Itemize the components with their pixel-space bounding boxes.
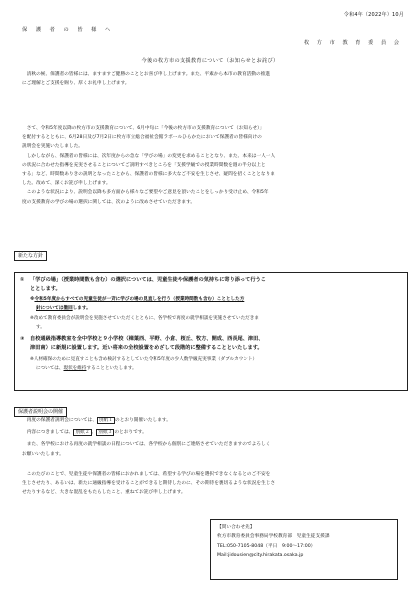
body-paragraph xyxy=(22,124,402,207)
attachment-2-ref: 別紙２ xyxy=(75,430,90,435)
attachment-1-ref: 別紙１ xyxy=(98,418,113,423)
body-line: を配付するとともに、6月28日及び7月2日に枚方市立総合福祉会館ラポールひらかたにおいて保護者の皆様向けの xyxy=(22,135,262,141)
meeting-line-3: また、各学校における再度の就学相談の日程については、各学校から個別にご連絡させていただきますのでよろしく xyxy=(26,442,271,447)
note-1-line2-suffix: します。 xyxy=(72,306,91,311)
note-1-line1: 令和5年度からすべての児童生徒が一斉に学びの場の見直しを行う（授業時間数も含む）こととした方 xyxy=(34,297,245,302)
note-3-line2-underlined: 現状を維持 xyxy=(63,366,87,371)
note-mark: ※ xyxy=(30,297,35,302)
meeting-label: 保護者説明会の開催 xyxy=(14,407,67,417)
body-line: 説明会を実施いたしました。 xyxy=(22,144,83,150)
body-line: する」など、時間数ありきの説明となったことから、保護者の皆様に多大なご不安を生じさせ、疑問を招くこととなりま xyxy=(22,172,275,178)
body-line: した。改めて、深くお詫び申し上げます。 xyxy=(22,181,111,187)
policy-item-1-line1: 「学びの場」（授業時間数も含む）の選択については、児童生徒や保護者の気持ちに寄り添って行うこ xyxy=(30,277,266,283)
note-3-line2-pre: については、 xyxy=(36,366,64,371)
item-number: ① xyxy=(20,277,25,283)
sender: 枚 方 市 教 育 委 員 会 xyxy=(303,40,402,46)
meeting-line-4: お願いいたします。 xyxy=(22,452,64,457)
closing-line: 生じさせたり、あるいは、新たに通級指導を受けることができると期待したのに、その期待を裏切るような状況を生じさ xyxy=(22,481,276,487)
note-1-line2: 針については撤回 xyxy=(36,306,73,311)
policy-item-2-line2: 津田南）に新規に設置します。近い将来の全校設置をめざして段階的に整備することといたします。 xyxy=(30,345,263,351)
greeting-line: 清秋の候、保護者の皆様には、ますますご健勝のこととお喜び申し上げます。また、平素から本市の教育活動の推進 xyxy=(26,72,271,77)
new-policy-label: 新たな方針 xyxy=(14,251,47,261)
body-line: しかしながら、保護者の皆様には、次年度からの急な「学びの場」の変更を求めることとなり、また、本来は一人一人 xyxy=(26,153,276,159)
meeting-line-2-post: のとおりです。 xyxy=(114,430,147,435)
policy-item-1-line2: ととします。 xyxy=(30,286,61,292)
body-line: さて、令和5年度以降の枚方市の支援教育について、6月中旬に「今後の枚方市の支援教育について（お知らせ）」 xyxy=(26,126,265,131)
note-3-line2-post: することといたします。 xyxy=(86,366,137,371)
body-line: の状況に合わせた指導を充実させることについてご説明すべきところを「支援学級での授業時間数を週の半分以上と xyxy=(22,162,266,168)
greeting-paragraph xyxy=(22,70,402,88)
note-3-line1: ※人材確保のために見直すことも含め検討するとしていた令和5年度の少人数学級充実事業（ダブルカウント） xyxy=(30,357,258,362)
contact-tel[interactable]: TEL:050-7105-8048（平日 9:00～17:00） xyxy=(217,543,316,549)
note-2-line2: す。 xyxy=(36,325,45,330)
note-1 xyxy=(30,295,401,313)
policy-item-2 xyxy=(20,335,401,353)
policy-item-1 xyxy=(20,276,401,294)
note-2 xyxy=(30,314,401,332)
meeting-line-1 xyxy=(22,416,402,425)
new-policy-box xyxy=(14,272,408,391)
document-date: 令和4年（2022年）10月 xyxy=(343,12,404,18)
contact-heading: 【問い合わせ先】 xyxy=(217,525,255,530)
body-line: このような状況により、説明会以降も多方面から様々なご要望やご意見を頂いたことをしっかり受け止め、令和5年 xyxy=(26,190,269,196)
meeting-line-1-post: のとおり開催いたします。 xyxy=(115,418,171,423)
addressee: 保 護 者 の 皆 様 へ xyxy=(22,27,114,33)
contact-mail[interactable]: Mail:jidousien@city.hirakata.osaka.jp xyxy=(217,552,304,558)
body-line: 度の支援教育の学びの場の選択に関しては、次のように改めさせていただきます。 xyxy=(22,199,196,205)
meeting-line-1-pre: 再度の保護者説明会については、 xyxy=(26,418,97,423)
meeting-line-2 xyxy=(22,428,402,437)
meeting-line-2-sep: 、 xyxy=(91,430,97,435)
greeting-line: にご理解とご支援を賜り、厚くお礼申し上げます。 xyxy=(22,81,130,87)
policy-item-2-line1: 自校通級指導教室を全中学校と９小学校（樟葉西、平野、小倉、桜丘、牧方、開成、西長尾、津田、 xyxy=(30,336,264,342)
note-3 xyxy=(30,355,401,373)
contact-box xyxy=(210,519,398,580)
item-number: ② xyxy=(20,336,25,342)
note-2-line1: ※改めて教育委員会が説明会を実施させていただくとともに、各学校で再度の就学相談を実施させていただきま xyxy=(30,316,259,321)
meeting-line-2-pre: 内容につきましては、 xyxy=(26,430,74,435)
closing-line: このたびのことで、児童生徒や保護者の皆様におかれましては、希望する学びの場を選択できなくなるとのご不安を xyxy=(26,472,271,477)
contact-org: 枚方市教育委員会事務局学校教育部 児童生徒支援課 xyxy=(217,534,330,540)
document-title: 今後の枚方市の支援教育について（お知らせとお詫び） xyxy=(141,58,279,64)
attachment-3-ref: 別紙３ xyxy=(98,430,113,435)
closing-line: せたりするなど、大きな混乱をもたらしたこと、重ねてお詫び申し上げます。 xyxy=(22,490,186,496)
closing-paragraph xyxy=(22,470,402,498)
